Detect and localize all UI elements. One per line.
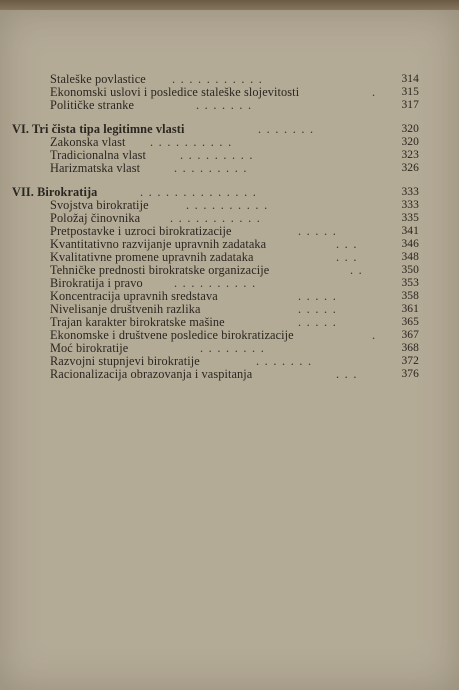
toc-page-number: 323 [401,149,419,161]
toc-entry-title: Nivelisanje društvenih razlika [50,302,201,316]
toc-page-number: 346 [401,238,419,250]
leader-dots: ....... [196,98,257,112]
toc-entry [0,72,459,86]
leader-dots: ..... [298,315,342,329]
toc-entry-title: Ekonomske i društvene posledice birokratizacije [50,328,294,342]
toc-page-number: 315 [401,86,419,98]
toc-entry [0,148,459,162]
toc-page-number: 358 [401,290,419,302]
toc-entry [0,237,459,251]
toc-page-number: 320 [401,123,419,135]
leader-dots: . [372,85,381,99]
toc-page-number: 341 [401,225,419,237]
toc-entry-title: Ekonomski uslovi i posledice staleške slojevitosti [50,85,300,99]
toc-page-number: 350 [401,264,419,276]
toc-page-number: 368 [401,342,419,354]
toc-page-number: 326 [401,162,419,174]
leader-dots: ... [336,250,363,264]
toc-page-number: 376 [401,368,419,380]
leader-dots: ....... [258,122,319,136]
toc-entry-title: Moć birokratije [50,341,129,355]
leader-dots: ..... [298,302,342,316]
leader-dots: .............. [140,185,262,199]
toc-entry [0,85,459,99]
toc-entry-title: Staleške povlastice [50,72,146,86]
leader-dots: ....... [256,354,317,368]
toc-entry-title: Pretpostavke i uzroci birokratizacije [50,224,232,238]
toc-page-number: 314 [401,73,419,85]
toc-entry-title: Birokratija i pravo [50,276,143,290]
toc-entry-title: Racionalizacija obrazovanja i vaspitanja [50,367,253,381]
toc-section-heading [0,122,459,136]
toc-entry-title: Koncentracija upravnih sredstava [50,289,218,303]
toc-entry-title: Svojstva birokratije [50,198,149,212]
toc-entry [0,289,459,303]
toc-entry-title: Trajan karakter birokratske mašine [50,315,225,329]
toc-page-number: 361 [401,303,419,315]
toc-entry-title: Harizmatska vlast [50,161,141,175]
toc-entry-title: Tehničke prednosti birokratske organizacije [50,263,270,277]
toc-entry-title: Zakonska vlast [50,135,126,149]
leader-dots: ......... [174,161,253,175]
toc-entry [0,211,459,225]
leader-dots: .......... [174,276,261,290]
leader-dots: ..... [298,289,342,303]
toc-page-number: 365 [401,316,419,328]
toc-entry [0,367,459,381]
toc-entry [0,98,459,112]
toc-page-number: 348 [401,251,419,263]
toc-entry [0,302,459,316]
toc-entry [0,224,459,238]
toc-entry-title: Razvojni stupnjevi birokratije [50,354,200,368]
toc-entry [0,263,459,277]
toc-entry [0,315,459,329]
toc-entry-title: VI. Tri čista tipa legitimne vlasti [12,122,185,136]
leader-dots: ... [336,367,363,381]
toc-section-heading [0,185,459,199]
leader-dots: .. [350,263,368,277]
toc-entry-title: Političke stranke [50,98,135,112]
leader-dots: .......... [186,198,273,212]
toc-entry [0,354,459,368]
leader-dots: ..... [298,224,342,238]
toc-page-number: 333 [401,199,419,211]
toc-entry-title: Kvalitativne promene upravnih zadataka [50,250,254,264]
toc-entry [0,135,459,149]
toc-entry [0,328,459,342]
toc-entry-title: Tradicionalna vlast [50,148,147,162]
toc-page-number: 353 [401,277,419,289]
leader-dots: ........ [200,341,270,355]
toc-page-number: 335 [401,212,419,224]
toc-entry-title: VII. Birokratija [12,185,98,199]
book-page [0,10,459,690]
toc-page-number: 372 [401,355,419,367]
toc-entry-title: Kvantitativno razvijanje upravnih zadataka [50,237,267,251]
toc-page-number: 367 [401,329,419,341]
toc-page-number: 320 [401,136,419,148]
leader-dots: ........... [170,211,266,225]
toc-entry [0,198,459,212]
table-of-contents [0,10,459,690]
toc-entry [0,161,459,175]
leader-dots: .......... [150,135,237,149]
toc-page-number: 333 [401,186,419,198]
toc-entry-title: Položaj činovnika [50,211,141,225]
toc-entry [0,341,459,355]
toc-page-number: 317 [401,99,419,111]
toc-entry [0,276,459,290]
leader-dots: ......... [180,148,259,162]
toc-entry [0,250,459,264]
leader-dots: ... [336,237,363,251]
leader-dots: . [372,328,381,342]
leader-dots: ........... [172,72,268,86]
